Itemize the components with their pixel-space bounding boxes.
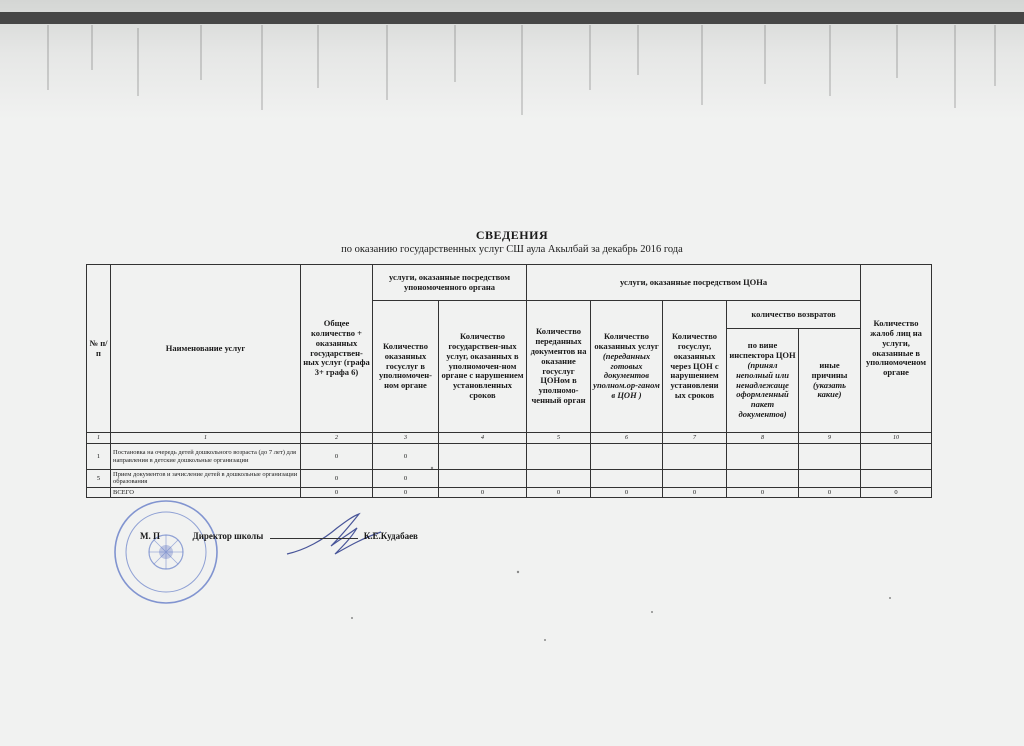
header-col8-main: по вине инспектора ЦОН xyxy=(729,340,796,361)
header-col6-note: (переданных готовых документов уполном.ор-ганом в ЦОН ) xyxy=(593,350,660,400)
total-value: 0 xyxy=(727,487,799,497)
row-empty-cell xyxy=(663,444,727,470)
header-col3: Количество оказанных госуслуг в уполномочен-ном органе xyxy=(373,301,439,433)
row-empty-cell xyxy=(861,444,932,470)
official-seal-stamp xyxy=(112,498,220,606)
header-num: № п/п xyxy=(87,265,111,433)
table-row xyxy=(87,470,932,488)
row-num: 1 xyxy=(87,444,111,470)
row-total: 0 xyxy=(301,444,373,470)
row-service-name: Прием документов и зачисление детей в дошкольные организации образования xyxy=(111,470,301,488)
total-value: 0 xyxy=(527,487,591,497)
header-col9-main: иные причины xyxy=(811,359,848,380)
column-number: 4 xyxy=(439,433,527,444)
row-empty-cell xyxy=(799,444,861,470)
total-value: 0 xyxy=(861,487,932,497)
column-number: 7 xyxy=(663,433,727,444)
header-col5: Количество переданных документов на оказание госуслуг ЦОНом в уполномо-ченный орган xyxy=(527,301,591,433)
total-value: 0 xyxy=(373,487,439,497)
header-col8-note: (принял неполный или ненадлежаще оформленный пакет документов) xyxy=(736,359,789,419)
row-col3: 0 xyxy=(373,444,439,470)
row-empty-cell xyxy=(527,470,591,488)
column-number: 10 xyxy=(861,433,932,444)
column-number: 6 xyxy=(591,433,663,444)
header-col9 xyxy=(799,329,861,433)
header-col6 xyxy=(591,301,663,433)
services-report-table xyxy=(86,264,932,498)
director-position: Директор школы xyxy=(192,531,264,541)
header-col8 xyxy=(727,329,799,433)
total-value: 0 xyxy=(663,487,727,497)
row-empty-cell xyxy=(527,444,591,470)
total-value: 0 xyxy=(301,487,373,497)
row-empty-cell xyxy=(727,470,799,488)
row-empty-cell xyxy=(799,470,861,488)
director-name: К.Е.Кудабаев xyxy=(363,531,418,541)
column-number: 9 xyxy=(799,433,861,444)
row-empty-cell xyxy=(439,470,527,488)
total-row xyxy=(87,487,932,497)
signature-block xyxy=(140,531,418,541)
row-empty-cell xyxy=(439,444,527,470)
document-heading xyxy=(0,228,1024,255)
row-empty-cell xyxy=(591,470,663,488)
total-value: 0 xyxy=(439,487,527,497)
column-number-row xyxy=(87,433,932,444)
header-group-authorized: услуги, оказанные посредством упономоченного органа xyxy=(373,265,527,301)
header-group-returns: количество возвратов xyxy=(727,301,861,329)
row-col3: 0 xyxy=(373,470,439,488)
header-col9-note: (указать какие) xyxy=(813,379,847,400)
row-empty-cell xyxy=(727,444,799,470)
row-total: 0 xyxy=(301,470,373,488)
header-group-con: услуги, оказанные посредством ЦОНа xyxy=(527,265,861,301)
total-empty-cell xyxy=(87,487,111,497)
row-service-name: Постановка на очередь детей дошкольного возраста (до 7 лет) для направления в детские дошкольные организации xyxy=(111,444,301,470)
table-row xyxy=(87,444,932,470)
seal-place-label: М. П xyxy=(140,531,160,541)
column-number: 8 xyxy=(727,433,799,444)
column-number: 1 xyxy=(87,433,111,444)
signature-line xyxy=(270,538,358,539)
header-col4: Количество государствен-ных услуг, оказанных в уполномочен-ном органе с нарушением установленных сроков xyxy=(439,301,527,433)
header-col7: Количество госуслуг, оказанных через ЦОН с нарушением установлени ых сроков xyxy=(663,301,727,433)
total-value: 0 xyxy=(591,487,663,497)
header-col6-main: Количество оказанных услуг xyxy=(594,331,659,352)
header-service-name: Наименование услуг xyxy=(111,265,301,433)
row-empty-cell xyxy=(663,470,727,488)
total-value: 0 xyxy=(799,487,861,497)
column-number: 2 xyxy=(301,433,373,444)
column-number: 5 xyxy=(527,433,591,444)
header-total: Общее количество + оказанных государствен-ных услуг (графа 3+ графа 6) xyxy=(301,265,373,433)
column-number: 3 xyxy=(373,433,439,444)
row-num: 5 xyxy=(87,470,111,488)
document-subtitle: по оказанию государственных услуг СШ аула Акылбай за декабрь 2016 года xyxy=(341,244,683,255)
scan-dark-band xyxy=(0,12,1024,24)
total-label: ВСЕГО xyxy=(111,487,301,497)
header-complaints: Количество жалоб лиц на услуги, оказанные в уполномоченом органе xyxy=(861,265,932,433)
document-title: СВЕДЕНИЯ xyxy=(475,228,549,242)
row-empty-cell xyxy=(861,470,932,488)
row-empty-cell xyxy=(591,444,663,470)
column-number: 1 xyxy=(111,433,301,444)
